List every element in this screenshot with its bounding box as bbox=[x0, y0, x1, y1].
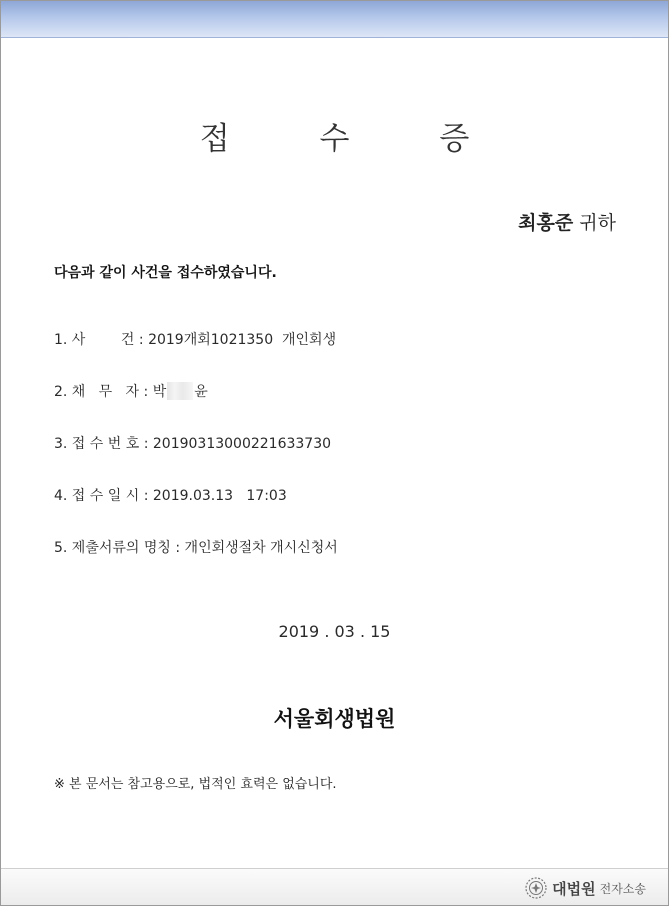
field-case bbox=[54, 329, 336, 349]
court-seal-icon bbox=[524, 876, 548, 900]
field-value: 개인회생절차 개시신청서 bbox=[184, 540, 338, 556]
field-value: 2019.03.13 17:03 bbox=[152, 488, 287, 504]
logo-brand-text: 대법원 bbox=[552, 879, 596, 898]
field-document-name bbox=[54, 537, 338, 557]
recipient-suffix: 귀하 bbox=[579, 212, 616, 234]
issue-date: 2019 . 03 . 15 bbox=[278, 622, 391, 641]
recipient-name: 최홍준 bbox=[518, 212, 574, 234]
field-label: 1. 사 건 : bbox=[54, 332, 149, 348]
field-label: 3. 접 수 번 호 : bbox=[54, 436, 153, 452]
field-value: 2019개회1021350 개인회생 bbox=[148, 332, 337, 348]
footer-bar bbox=[1, 868, 668, 905]
field-label: 2. 채 무 자 : bbox=[54, 384, 153, 400]
recipient bbox=[518, 208, 616, 235]
document-title: 접 수 증 bbox=[199, 121, 510, 157]
debtor-name-prefix: 박 bbox=[152, 384, 167, 400]
field-label: 4. 접 수 일 시 : bbox=[54, 488, 153, 504]
debtor-name-suffix: 윤 bbox=[194, 384, 208, 400]
field-receipt-number bbox=[54, 433, 331, 453]
field-label: 5. 제출서류의 명칭 : bbox=[54, 540, 185, 556]
supreme-court-logo[interactable] bbox=[524, 876, 646, 900]
intro-text: 다음과 같이 사건을 접수하였습니다. bbox=[54, 265, 277, 281]
field-debtor bbox=[54, 381, 208, 401]
field-receipt-datetime bbox=[54, 485, 287, 505]
field-value: 20190313000221633730 bbox=[152, 436, 332, 452]
logo-sub-text: 전자소송 bbox=[599, 881, 646, 896]
redacted-block bbox=[167, 382, 193, 400]
disclaimer-note: ※ 본 문서는 참고용으로, 법적인 효력은 없습니다. bbox=[54, 777, 337, 792]
court-name: 서울회생법원 bbox=[273, 707, 396, 731]
header-bar bbox=[1, 1, 668, 38]
